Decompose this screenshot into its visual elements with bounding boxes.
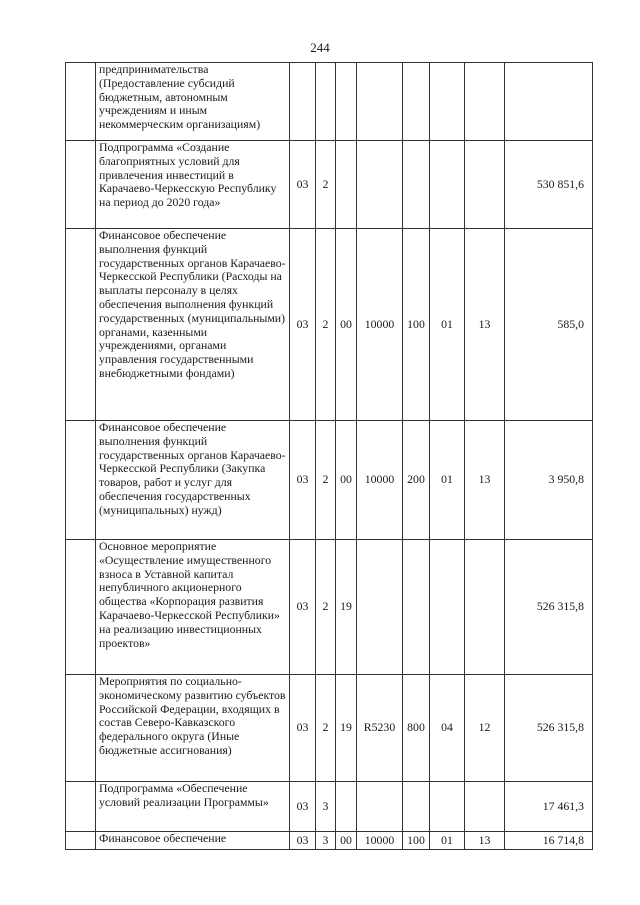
code-cell: 100 [403,229,430,421]
code-cell: 12 [465,675,505,782]
table-row [66,832,593,850]
budget-table [65,62,593,850]
code-cell [336,782,357,832]
code-cell: 10000 [357,229,403,421]
code-cell: 13 [465,229,505,421]
code-cell: 03 [290,782,316,832]
code-cell: 2 [316,229,336,421]
code-cell: 800 [403,675,430,782]
code-cell: 13 [465,832,505,850]
code-cell [430,141,465,229]
code-cell: 01 [430,421,465,540]
code-cell: 2 [316,540,336,675]
code-cell [430,782,465,832]
blank-cell [66,832,96,850]
code-cell: 03 [290,421,316,540]
blank-cell [66,229,96,421]
row-name: Финансовое обеспечение [96,832,290,850]
code-cell: 00 [336,229,357,421]
code-cell: 03 [290,832,316,850]
code-cell: 10000 [357,832,403,850]
sum-cell: 16 714,8 [505,832,593,850]
code-cell: 2 [316,421,336,540]
code-cell: 03 [290,675,316,782]
code-cell [316,63,336,141]
code-cell [465,63,505,141]
row-name: Финансовое обеспечение выполнения функций государственных органов Карачаево-Черкесской Республики (Закупка товаров, работ и услуг для обеспечения государственных (муниципальных) нужд) [96,421,290,540]
table-row [66,141,593,229]
code-cell: 01 [430,229,465,421]
table-row [66,540,593,675]
code-cell: 2 [316,675,336,782]
code-cell: 3 [316,832,336,850]
code-cell: 100 [403,832,430,850]
table-row [66,421,593,540]
code-cell: 19 [336,675,357,782]
code-cell [336,141,357,229]
code-cell [465,141,505,229]
sum-cell [505,63,593,141]
code-cell: 01 [430,832,465,850]
code-cell: 10000 [357,421,403,540]
code-cell: 19 [336,540,357,675]
table-row [66,63,593,141]
code-cell [430,540,465,675]
code-cell [357,782,403,832]
row-name: предпринимательства (Предоставление субсидий бюджетным, автономным учреждениям и иным некоммерческим организациям) [96,63,290,141]
blank-cell [66,141,96,229]
sum-cell: 526 315,8 [505,675,593,782]
sum-cell: 526 315,8 [505,540,593,675]
code-cell [357,141,403,229]
code-cell [430,63,465,141]
code-cell [403,63,430,141]
blank-cell [66,540,96,675]
table-row [66,782,593,832]
code-cell: 3 [316,782,336,832]
row-name: Подпрограмма «Создание благоприятных условий для привлечения инвестиций в Карачаево-Черкесскую Республику на период до 2020 года» [96,141,290,229]
page-number: 244 [310,40,330,55]
code-cell [465,540,505,675]
sum-cell: 530 851,6 [505,141,593,229]
sum-cell: 3 950,8 [505,421,593,540]
code-cell: 00 [336,832,357,850]
code-cell [357,540,403,675]
blank-cell [66,782,96,832]
blank-cell [66,63,96,141]
code-cell: 03 [290,540,316,675]
code-cell: 04 [430,675,465,782]
sum-cell: 17 461,3 [505,782,593,832]
code-cell [357,63,403,141]
code-cell [465,782,505,832]
code-cell [336,63,357,141]
code-cell: 200 [403,421,430,540]
sum-cell: 585,0 [505,229,593,421]
table-row [66,229,593,421]
table-row [66,675,593,782]
blank-cell [66,675,96,782]
blank-cell [66,421,96,540]
code-cell: 03 [290,141,316,229]
code-cell [290,63,316,141]
row-name: Мероприятия по социально-экономическому развитию субъектов Российской Федерации, входящих в состав Северо-Кавказского федерального округа (Иные бюджетные ассигнования) [96,675,290,782]
row-name: Подпрограмма «Обеспечение условий реализации Программы» [96,782,290,832]
code-cell: 00 [336,421,357,540]
code-cell: 13 [465,421,505,540]
code-cell [403,782,430,832]
code-cell [403,540,430,675]
code-cell: 2 [316,141,336,229]
code-cell: R5230 [357,675,403,782]
row-name: Финансовое обеспечение выполнения функций государственных органов Карачаево-Черкесской Республики (Расходы на выплаты персоналу в целях обеспечения выполнения функций государственных (муниципальными) органами, казенными учреждениями, органами управления государственными внебюджетными фондами) [96,229,290,421]
code-cell [403,141,430,229]
row-name: Основное мероприятие «Осуществление имущественного взноса в Уставной капитал непубличного акционерного общества «Корпорация развития Карачаево-Черкесской Республики» на реализацию инвестиционных проектов» [96,540,290,675]
code-cell: 03 [290,229,316,421]
